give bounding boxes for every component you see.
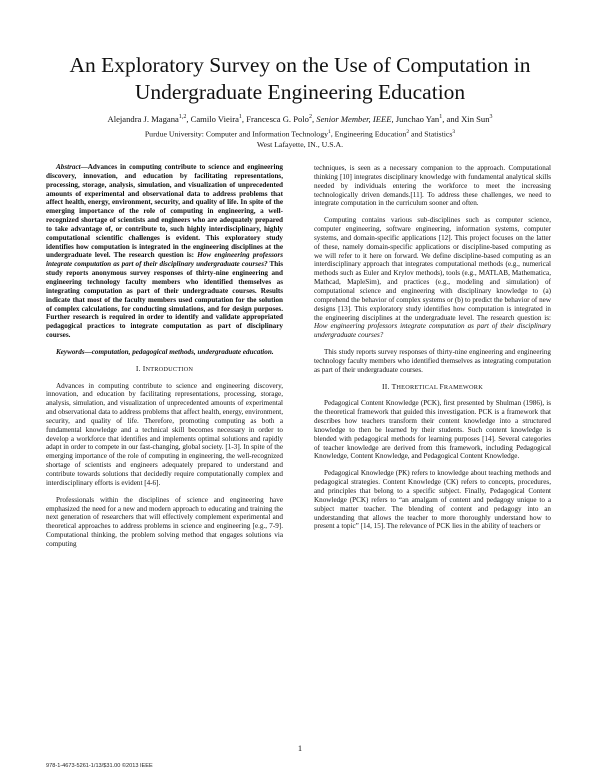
- author-role: Senior Member, IEEE: [316, 113, 392, 124]
- affiliation-location: West Lafayette, IN., U.S.A.: [256, 139, 344, 149]
- keywords-lead: Keywords: [56, 347, 85, 356]
- intro-paragraph-2: Professionals within the disciplines of science and engineering have emphasized the need for a new and modern approach to educating and training the next generation of researchers that will effectively complement experimental and theoretical approaches to address problems in science and engineering [e.g., 7-9]. Computational thinking, the problem solving method that engages solutions via computing: [46, 495, 283, 548]
- author-name: Xin Sun: [461, 113, 490, 124]
- theory-paragraph-2: Pedagogical Knowledge (PK) refers to knowledge about teaching methods and pedagogical strategies. Content Knowledge (CK) refers to concepts, procedures, and principles that belong to a specific subject. Finally, Pedagogical Content Knowledge (PCK) refers to “an amalgam of content and pedagogy unique to a subject matter teacher. The blending of content and pedagogy into an understanding that allows the teacher to more thoroughly understand how to present a topic” [14, 15]. The relevance of PCK lies in the ability of teachers or: [314, 469, 551, 531]
- section-title-first-2: F: [439, 381, 444, 391]
- abstract-lead: Abstract: [56, 163, 81, 171]
- section-heading-introduction: [46, 365, 283, 375]
- section-heading-theoretical-framework: [314, 383, 551, 393]
- author-sup: 3: [489, 114, 493, 120]
- author-sup: 2: [308, 114, 312, 120]
- author-name: Francesca G. Polo: [246, 113, 309, 124]
- affil-sup: 3: [452, 129, 456, 135]
- paper-title: [0, 52, 600, 106]
- keywords: [46, 348, 283, 357]
- section-title-rest: NTRODUCTION: [145, 365, 194, 373]
- intro-paragraph-3: techniques, is seen as a necessary companion to the approach. Computational thinking [10] integrates disciplinary knowledge with fundamental analytical skills needed by individuals entering the workforce to meet the increasing technologically driven demands.[11]. To address these challenges, we need to integrate computation in the curriculum sooner and often.: [314, 164, 551, 208]
- section-number: II.: [382, 381, 390, 391]
- theory-paragraph-1: Pedagogical Content Knowledge (PCK), first presented by Shulman (1986), is the theoretical framework that guided this investigation. PCK is a framework that describes how teachers transform their content knowledge into a structured knowledge to then be learned by their students. Such content knowledge is blended with pedagogical methods for learning purposes [14]. Several categories of teacher knowledge are derived from this framework, including Pedagogical Knowledge, Content Knowledge, and Pedagogical Content Knowledge.: [314, 399, 551, 461]
- intro-paragraph-5: This study reports survey responses of thirty-nine engineering and engineering technology faculty members who identified themselves as integrating computation as part of their undergraduate courses.: [314, 348, 551, 374]
- author-sup: 1,2: [178, 114, 187, 120]
- affiliation: [0, 127, 600, 150]
- and-word: and: [446, 113, 459, 124]
- intro-paragraph-4-text: Computing contains various sub-disciplines such as computer science, computer engineering, software engineering, information systems, computer systems, and domain-specific applications [12]. This project focuses on the latter of these, namely domain-specific applications or discipline-based computing as we will refer to it here on forward. We define discipline-based computing as an interdisciplinary approach that integrates computational methods (e.g., numerical methods such as Euler and Krylov methods), tools (e.g., MATLAB, Mathematica, Mathcad, MapleSim), and practices (e.g., modeling and simulation) of computational science and engineering with disciplinary knowledge to (a) comprehend the behavior of complex systems or (b) to predict the behavior of new designs [13]. This exploratory study identifies how computation is integrated in the engineering disciplines at the undergraduate level. The research question is:: [314, 216, 551, 322]
- copyright-footer: 978-1-4673-5261-1/13/$31.00 ©2013 IEEE: [46, 763, 153, 769]
- section-title-rest: HEORETICAL: [396, 383, 440, 391]
- section-title-first: T: [391, 381, 397, 391]
- right-column: [314, 164, 551, 539]
- affil-sup: 1: [328, 129, 331, 135]
- affiliation-line: Purdue University: Computer and Information Technology$^1$, Engineering Education$^2$ and Statistics$^3$: [144, 129, 456, 139]
- section-title-first: I: [142, 363, 146, 373]
- affiliation-university: Purdue University: Computer and Information Technology: [144, 129, 328, 139]
- author-name: Alejandra J. Magana: [107, 113, 179, 124]
- author-name: Junchao Yan: [395, 113, 440, 124]
- title-line-2: Undergraduate Engineering Education: [134, 80, 466, 104]
- affiliation-dept: Engineering Education: [334, 129, 407, 139]
- author-list: Alejandra J. Magana$^{1,2}$, Camilo Vieira$^1$, Francesca G. Polo$^2$, Senior Member, IEEE, Junchao Yan$^1$, and Xin Sun$^3$: [107, 113, 493, 124]
- intro-paragraph-4: [314, 216, 551, 340]
- affiliation-dept: and Statistics: [411, 129, 453, 139]
- author-name: Camilo Vieira: [190, 113, 239, 124]
- keywords-text: —computation, pedagogical methods, undergraduate education.: [84, 347, 274, 356]
- page-number: 1: [297, 743, 303, 753]
- affil-sup: 2: [406, 129, 410, 135]
- research-question-2: How engineering professors integrate computation as part of their disciplinary undergraduate courses?: [314, 322, 551, 340]
- author-sup: 1: [238, 114, 242, 120]
- abstract-text: —Advances in computing contribute to science and engineering discovery, innovation, and education by facilitating representations, processing, storage, analysis, simulation, and visualization of unprecedented amounts of experimental and observational data to address problems that affect health, energy, environment, security, and quality of life. In spite of the emerging importance of the role of computing in engineering, a well-recognized shortage of scientists and engineers who are adequately prepared to take advantage of, or contribute to, such highly interdisciplinary, highly computational scientific challenges is evident. This exploratory study identifies how computation is integrated in the engineering disciplines at the undergraduate level. The research question is:: [46, 163, 283, 260]
- left-column: [46, 163, 283, 557]
- section-title-rest-2: RAMEWORK: [443, 383, 483, 391]
- intro-paragraph-1: Advances in computing contribute to science and engineering discovery, innovation, and education by facilitating representations, processing, storage, analysis, simulation, and visualization of unprecedented amounts of experimental and observational data to address problems that affect health, energy, environment, security, and quality of life. Therefore, promoting computing as both a fundamental knowledge and a technical skill becomes necessary in order to develop a workforce that identifies and implements optimal solutions and rapidly adapt in order to compete in our fast-changing, global society. [1-3]. In spite of the emerging importance of the role of computing in engineering, the well-recognized shortage of scientists and engineers adequately prepared to understand and contribute towards solutions that decidedly require computationally complex and interdisciplinary efforts is evident [4-6].: [46, 381, 283, 487]
- abstract: [46, 163, 283, 340]
- section-number: I.: [135, 363, 141, 373]
- title-line-1: An Exploratory Survey on the Use of Computation in: [69, 53, 531, 77]
- author-sup: 1: [439, 114, 443, 120]
- abstract-text-2: This study reports anonymous survey responses of thirty-nine engineering and engineering technology faculty members who identified themselves as integrating computation as part of their undergraduate courses. Results indicate that most of the faculty members used computation for the solution of complex calculations, for conducting simulations, and for design purposes. Further research is required in order to identify and validate appropriated pedagogical practices to integrate computation as part of disciplinary courses.: [46, 260, 284, 340]
- research-question: How engineering professors integrate computation as part of their disciplinary undergraduate courses?: [46, 251, 284, 269]
